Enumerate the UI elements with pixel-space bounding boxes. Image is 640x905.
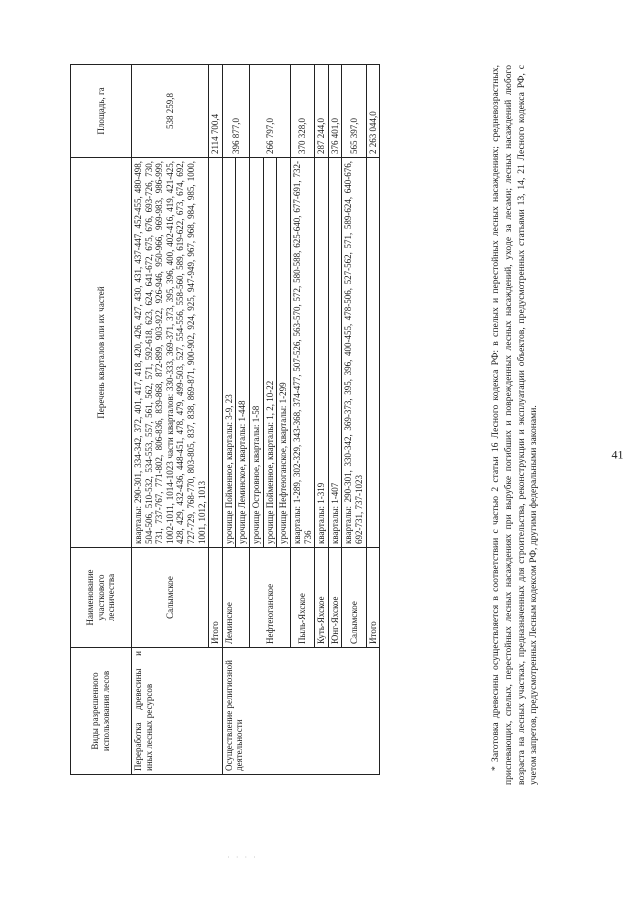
quarters-list: урочище Нефтеюганское, кварталы: 1-299 [277, 158, 291, 548]
forestry-name: Леминское [222, 548, 249, 648]
quarters-list: кварталы: 1-407 [328, 158, 342, 548]
table-row [222, 65, 236, 775]
quarters-list: кварталы: 1-319 [315, 158, 329, 548]
quarters-list: кварталы: 290-301, 334-342, 372, 401, 417, 418, 420, 426, 427, 430, 431, 437-447, 452-455, 480-498, 504-506, 510-532, 534-553, 557, 561, 562, 571, 592-618, 623, 624, 641-672, 675, 676, 693-726, 730, 731, 737-767, 771-802, 806-836, 839-868, 872-899, 903-922, 926-946, 950-966, 969-983, 986-999, 1002-1011, 1014-1023 части кварталов: 330-333, 369-371, 373, 395, 396, 400, 402-416, 419, 421-425, 428, 429, 432-436, 448-451, 478, 479, 499-503, 527, 554-556, 558-560, 589, 619-622, 673, 674, 692, 727-729, 768-770, 803-805, 837, 838, 869-871, 900-902, 924, 925, 947-949, 967, 968, 984, 985, 1000, 1001, 1012, 1013 [132, 158, 209, 548]
page-number: 41 [611, 447, 624, 462]
footnote: * Заготовка древесины осуществляется в соответствии с частью 2 статьи 16 Лесного кодекса РФ: в спелых и перестойных лесных насаждениях; средневозрастных, приспевающих, спелых, перестойных лесных насаждениях при вырубке погибших и поврежденных лесных насаждений, уходе за лесами; лесных насаждений любого возраста на лесных участках, предназначенных для строительства, реконструкции и эксплуатации объектов, предусмотренных статьями 13, 14, 21 Лесного кодекса РФ, с учетом запретов, предусмотренных Лесным кодексом РФ, другими федеральными законами. [490, 65, 540, 785]
forestry-name: Салымское [342, 548, 366, 648]
quarters-list: урочище Леминское, кварталы: 1-448 [236, 158, 250, 548]
forestry-name: Юнг-Яхское [328, 548, 342, 648]
header-quarters: Перечень кварталов или их частей [71, 158, 132, 548]
quarters-list: кварталы: 1-289, 302-329, 343-368, 374-477, 507-526, 563-570, 572, 580-588, 625-640, 677-691, 732-736 [290, 158, 314, 548]
area-value: 396 877,0 [222, 65, 249, 158]
forestry-name: Нефтеюганское [250, 548, 291, 648]
area-value: 376 401,0 [328, 65, 342, 158]
use-type-processing: Переработка древесины и иных лесных ресурсов [132, 648, 223, 775]
quarters-list: урочище Пойменное, кварталы: 1, 2, 10-22 [263, 158, 277, 548]
area-value: 370 328,0 [290, 65, 314, 158]
use-type-religious: Осуществление религиозной деятельности [222, 648, 379, 775]
table-row [132, 65, 209, 775]
header-area: Площадь, га [71, 65, 132, 158]
header-forestry: Наименование участкового лесничества [71, 548, 132, 648]
total-label: Итого [209, 548, 223, 648]
forestry-name: Куть-Яхское [315, 548, 329, 648]
total-area: 2114 700,4 [209, 65, 223, 158]
area-value: 565 397,0 [342, 65, 366, 158]
empty-cell [209, 158, 223, 548]
total-label: Итого [366, 548, 380, 648]
table-header-row [71, 65, 132, 775]
quarters-list: урочище Пойменное, кварталы: 3-9, 23 [222, 158, 236, 548]
header-type: Виды разрешенного использования лесов [71, 648, 132, 775]
quarters-list: кварталы: 290-301, 330-342, 369-373, 395, 396, 400-455, 478-506, 527-562, 571, 589-624, 640-676, 692-731, 737-1023 [342, 158, 366, 548]
area-value: 538 259,8 [132, 65, 209, 158]
area-value: 266 797,0 [250, 65, 291, 158]
quarters-list: урочище Островное, кварталы: 1-58 [250, 158, 264, 548]
forestry-name: Пыль-Яхское [290, 548, 314, 648]
total-area: 2 263 044,0 [366, 65, 380, 158]
forestry-name: Салымское [132, 548, 209, 648]
scan-speck: · · · · [227, 853, 258, 863]
area-value: 287 244,0 [315, 65, 329, 158]
forest-use-table [70, 64, 380, 775]
empty-cell [366, 158, 380, 548]
